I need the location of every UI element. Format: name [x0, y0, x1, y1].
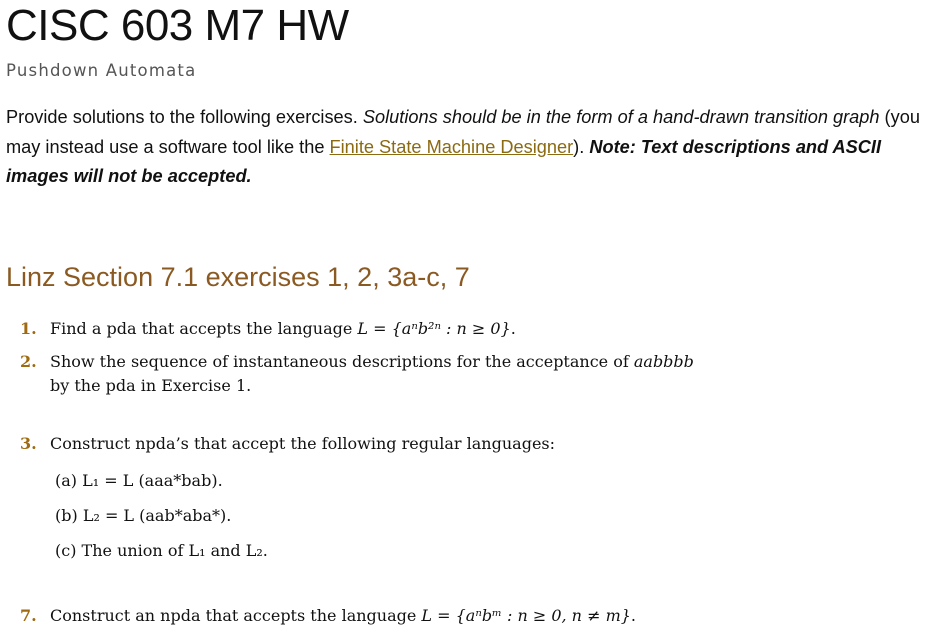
exercise-7: [20, 604, 636, 628]
exercise-number: 7.: [20, 606, 37, 625]
section-heading: Linz Section 7.1 exercises 1, 2, 3a-c, 7: [6, 262, 470, 292]
exercise-math: aabbbb: [633, 352, 694, 371]
exercise-text: Show the sequence of instantaneous descriptions for the acceptance of: [50, 352, 634, 371]
intro-text-1: Provide solutions to the following exercises.: [6, 107, 363, 127]
exercise-3b: (b) L₂ = L (aab*aba*).: [55, 506, 232, 525]
exercise-text: Find a pda that accepts the language: [50, 319, 358, 338]
exercise-math: L = {aⁿbᵐ : n ≥ 0, n ≠ m}: [421, 606, 631, 625]
fsm-designer-link[interactable]: Finite State Machine Designer: [329, 136, 574, 157]
exercise-text: Construct an npda that accepts the language: [50, 606, 422, 625]
exercise-math: L = {aⁿb²ⁿ : n ≥ 0}: [357, 319, 511, 338]
page-subtitle: Pushdown Automata: [6, 61, 197, 80]
exercise-1: [20, 317, 516, 341]
instructions-paragraph: [6, 103, 934, 192]
intro-note: Note: Text descriptions and ASCII images will not be accepted.: [6, 136, 882, 186]
exercise-3c: (c) The union of L₁ and L₂.: [55, 541, 268, 560]
exercise-number: 2.: [20, 352, 37, 371]
exercise-text: Construct npda’s that accept the following regular languages:: [50, 434, 556, 453]
exercise-3: [20, 432, 555, 456]
intro-text-2: (you may instead use a software tool like the: [6, 107, 920, 157]
exercise-end: .: [510, 319, 516, 338]
exercise-number: 1.: [20, 319, 37, 338]
exercise-end: .: [630, 606, 637, 625]
intro-text-3: ).: [573, 136, 590, 157]
exercise-3a: (a) L₁ = L (aaa*bab).: [55, 471, 223, 490]
exercise-text-continued: by the pda in Exercise 1.: [50, 376, 252, 395]
exercise-number: 3.: [20, 434, 37, 453]
exercise-2: [20, 350, 694, 398]
page-title: CISC 603 M7 HW: [6, 1, 349, 50]
intro-italic-1: Solutions should be in the form of a hand-drawn transition graph: [362, 107, 880, 127]
